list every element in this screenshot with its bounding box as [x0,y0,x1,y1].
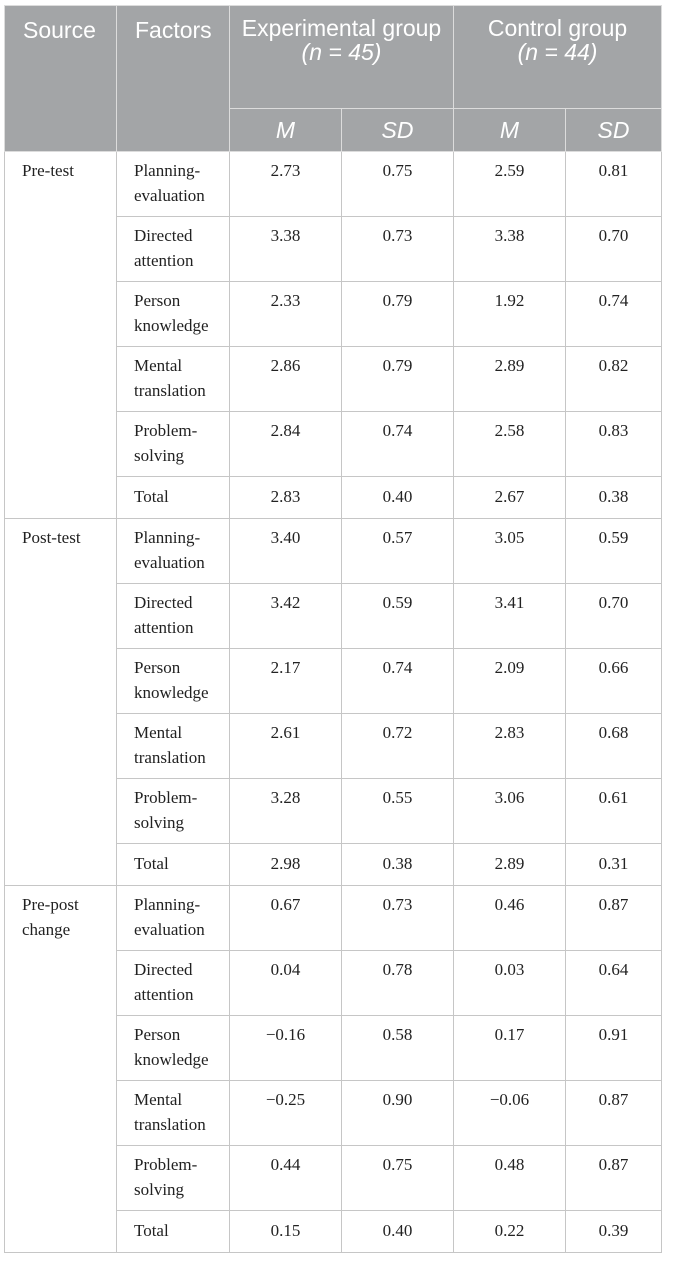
factor-cell: Person knowledge [117,282,230,347]
exp-mean-cell: 2.73 [230,152,342,217]
exp-mean-cell: 2.61 [230,714,342,779]
exp-mean-cell: 0.04 [230,951,342,1016]
exp-sd-cell: 0.78 [342,951,454,1016]
factor-cell: Directed attention [117,584,230,649]
exp-mean-cell: −0.25 [230,1081,342,1146]
exp-sd-cell: 0.57 [342,519,454,584]
ctrl-mean-cell: 3.41 [454,584,566,649]
ctrl-sd-cell: 0.74 [566,282,662,347]
ctrl-sd-cell: 0.39 [566,1211,662,1253]
exp-mean-cell: 2.98 [230,844,342,886]
factor-cell: Total [117,1211,230,1253]
ctrl-mean-cell: 0.22 [454,1211,566,1253]
factor-cell: Planning-evaluation [117,886,230,951]
factor-cell: Person knowledge [117,1016,230,1081]
experimental-group-label: Experimental group [241,15,442,41]
ctrl-sd-cell: 0.81 [566,152,662,217]
source-cell: Pre-test [5,152,117,519]
control-group-label: Control group [487,15,628,41]
factor-cell: Mental translation [117,714,230,779]
ctrl-sd-cell: 0.59 [566,519,662,584]
factor-cell: Planning-evaluation [117,152,230,217]
ctrl-sd-cell: 0.68 [566,714,662,779]
exp-mean-cell: 2.83 [230,477,342,519]
header-ctrl-sd: SD [566,109,662,152]
exp-sd-cell: 0.58 [342,1016,454,1081]
header-ctrl-mean: M [454,109,566,152]
ctrl-mean-cell: 2.58 [454,412,566,477]
exp-sd-cell: 0.74 [342,649,454,714]
exp-sd-cell: 0.55 [342,779,454,844]
exp-mean-cell: 0.44 [230,1146,342,1211]
ctrl-mean-cell: 2.89 [454,347,566,412]
exp-sd-cell: 0.40 [342,1211,454,1253]
factor-cell: Problem-solving [117,779,230,844]
factor-cell: Planning-evaluation [117,519,230,584]
ctrl-mean-cell: 2.59 [454,152,566,217]
source-cell: Pre-post change [5,886,117,1253]
ctrl-mean-cell: 3.05 [454,519,566,584]
ctrl-mean-cell: −0.06 [454,1081,566,1146]
header-experimental-group [230,6,454,109]
exp-mean-cell: 2.17 [230,649,342,714]
ctrl-mean-cell: 2.09 [454,649,566,714]
ctrl-sd-cell: 0.64 [566,951,662,1016]
ctrl-sd-cell: 0.87 [566,1146,662,1211]
factor-cell: Total [117,477,230,519]
results-table [4,5,662,1253]
ctrl-sd-cell: 0.66 [566,649,662,714]
ctrl-mean-cell: 0.46 [454,886,566,951]
ctrl-sd-cell: 0.61 [566,779,662,844]
table-row [5,886,662,951]
exp-sd-cell: 0.59 [342,584,454,649]
exp-mean-cell: 2.86 [230,347,342,412]
ctrl-sd-cell: 0.83 [566,412,662,477]
ctrl-mean-cell: 3.06 [454,779,566,844]
exp-mean-cell: 3.28 [230,779,342,844]
source-cell: Post-test [5,519,117,886]
exp-sd-cell: 0.73 [342,217,454,282]
header-exp-sd: SD [342,109,454,152]
ctrl-mean-cell: 0.48 [454,1146,566,1211]
exp-mean-cell: 3.42 [230,584,342,649]
factor-cell: Mental translation [117,347,230,412]
factor-cell: Directed attention [117,217,230,282]
exp-mean-cell: −0.16 [230,1016,342,1081]
ctrl-mean-cell: 0.03 [454,951,566,1016]
ctrl-sd-cell: 0.31 [566,844,662,886]
header-factors: Factors [117,6,230,152]
exp-sd-cell: 0.74 [342,412,454,477]
ctrl-sd-cell: 0.87 [566,886,662,951]
ctrl-mean-cell: 1.92 [454,282,566,347]
exp-mean-cell: 2.84 [230,412,342,477]
table-row [5,519,662,584]
exp-mean-cell: 2.33 [230,282,342,347]
exp-mean-cell: 3.40 [230,519,342,584]
ctrl-sd-cell: 0.70 [566,584,662,649]
exp-sd-cell: 0.79 [342,347,454,412]
ctrl-mean-cell: 2.67 [454,477,566,519]
ctrl-mean-cell: 0.17 [454,1016,566,1081]
exp-sd-cell: 0.79 [342,282,454,347]
exp-sd-cell: 0.75 [342,152,454,217]
factor-cell: Problem-solving [117,1146,230,1211]
exp-sd-cell: 0.72 [342,714,454,779]
header-exp-mean: M [230,109,342,152]
factor-cell: Problem-solving [117,412,230,477]
exp-mean-cell: 3.38 [230,217,342,282]
header-control-group [454,6,662,109]
factor-cell: Mental translation [117,1081,230,1146]
ctrl-sd-cell: 0.70 [566,217,662,282]
ctrl-mean-cell: 2.83 [454,714,566,779]
exp-sd-cell: 0.38 [342,844,454,886]
exp-mean-cell: 0.67 [230,886,342,951]
factor-cell: Directed attention [117,951,230,1016]
table-body [5,152,662,1253]
exp-mean-cell: 0.15 [230,1211,342,1253]
factor-cell: Total [117,844,230,886]
exp-sd-cell: 0.75 [342,1146,454,1211]
ctrl-sd-cell: 0.82 [566,347,662,412]
ctrl-mean-cell: 2.89 [454,844,566,886]
table-row [5,152,662,217]
ctrl-sd-cell: 0.87 [566,1081,662,1146]
exp-sd-cell: 0.73 [342,886,454,951]
control-n: (n = 44) [517,39,598,65]
experimental-n: (n = 45) [301,39,382,65]
exp-sd-cell: 0.40 [342,477,454,519]
header-source: Source [5,6,117,152]
factor-cell: Person knowledge [117,649,230,714]
ctrl-mean-cell: 3.38 [454,217,566,282]
exp-sd-cell: 0.90 [342,1081,454,1146]
ctrl-sd-cell: 0.38 [566,477,662,519]
ctrl-sd-cell: 0.91 [566,1016,662,1081]
